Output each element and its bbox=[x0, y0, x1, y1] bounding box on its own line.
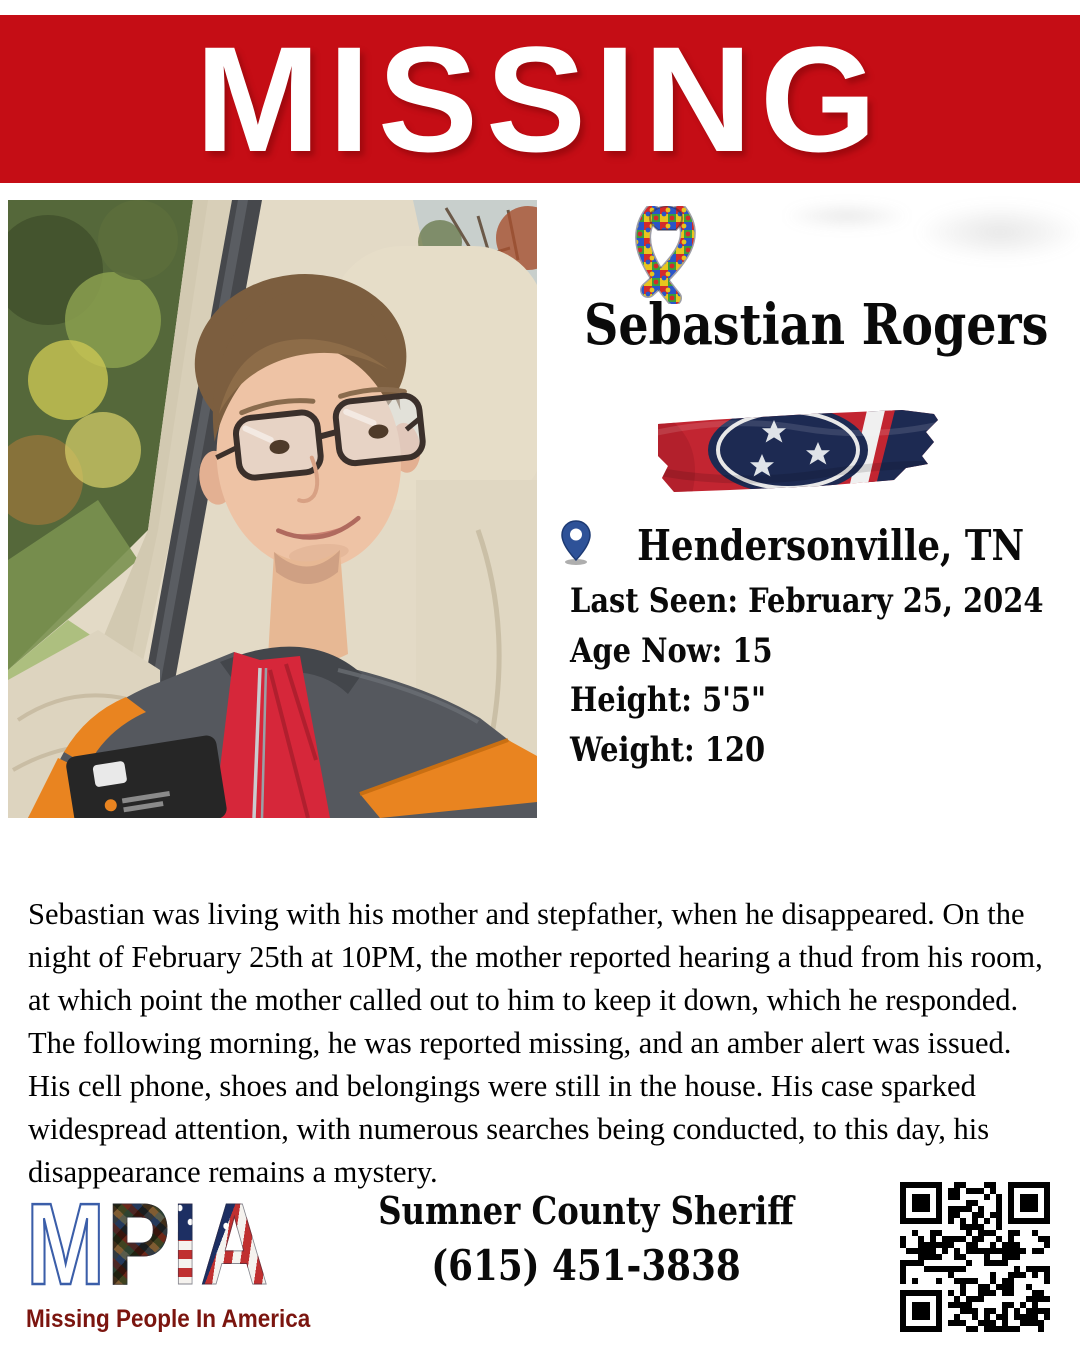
watermark-smudge bbox=[782, 203, 912, 229]
location-row bbox=[560, 520, 1060, 571]
detail-age: Age Now: 15 bbox=[570, 630, 773, 671]
tennessee-flag-icon bbox=[650, 406, 942, 501]
mpia-logo bbox=[26, 1179, 326, 1333]
mpia-letter-p: P bbox=[106, 1179, 171, 1309]
contact-phone: (615) 451-3838 bbox=[431, 1241, 741, 1290]
location-text: Hendersonville, TN bbox=[637, 521, 1025, 570]
description-text: Sebastian was living with his mother and stepfather, when he disappeared. On the night of February 25th at 10PM, the mother reported hearing a thud from his room, at which point the mother called out to him to keep it down, which he responded. The following morning, he was reported missing, and an amber alert was issued. His cell phone, shoes and belongings were still in the house. His case sparked widespread attention, with numerous searches being conducted, to this day, his disappearance remains a mystery. bbox=[28, 897, 1043, 1189]
mpia-tagline: Missing People In America bbox=[26, 1305, 311, 1333]
contact-name: Sumner County Sheriff bbox=[378, 1188, 794, 1233]
mpia-letter-m: M bbox=[26, 1179, 106, 1309]
subject-name: Sebastian Rogers bbox=[584, 292, 1049, 358]
mpia-letter-a: A bbox=[200, 1179, 269, 1309]
contact-block bbox=[330, 1188, 842, 1290]
subject-photo-illustration bbox=[8, 200, 537, 818]
detail-height: Height: 5'5" bbox=[570, 680, 767, 720]
banner bbox=[0, 15, 1080, 183]
qr-code bbox=[900, 1182, 1050, 1332]
detail-last-seen: Last Seen: February 25, 2024 bbox=[570, 581, 1044, 621]
detail-weight: Weight: 120 bbox=[570, 729, 766, 770]
watermark-smudge bbox=[915, 203, 1080, 261]
mpia-letters bbox=[26, 1179, 272, 1309]
mpia-letter-i: I bbox=[171, 1179, 199, 1309]
banner-title: MISSING bbox=[195, 15, 885, 183]
subject-photo bbox=[8, 200, 537, 818]
autism-ribbon-icon bbox=[628, 206, 708, 304]
location-pin-icon bbox=[561, 520, 591, 571]
subject-details bbox=[570, 577, 1070, 775]
